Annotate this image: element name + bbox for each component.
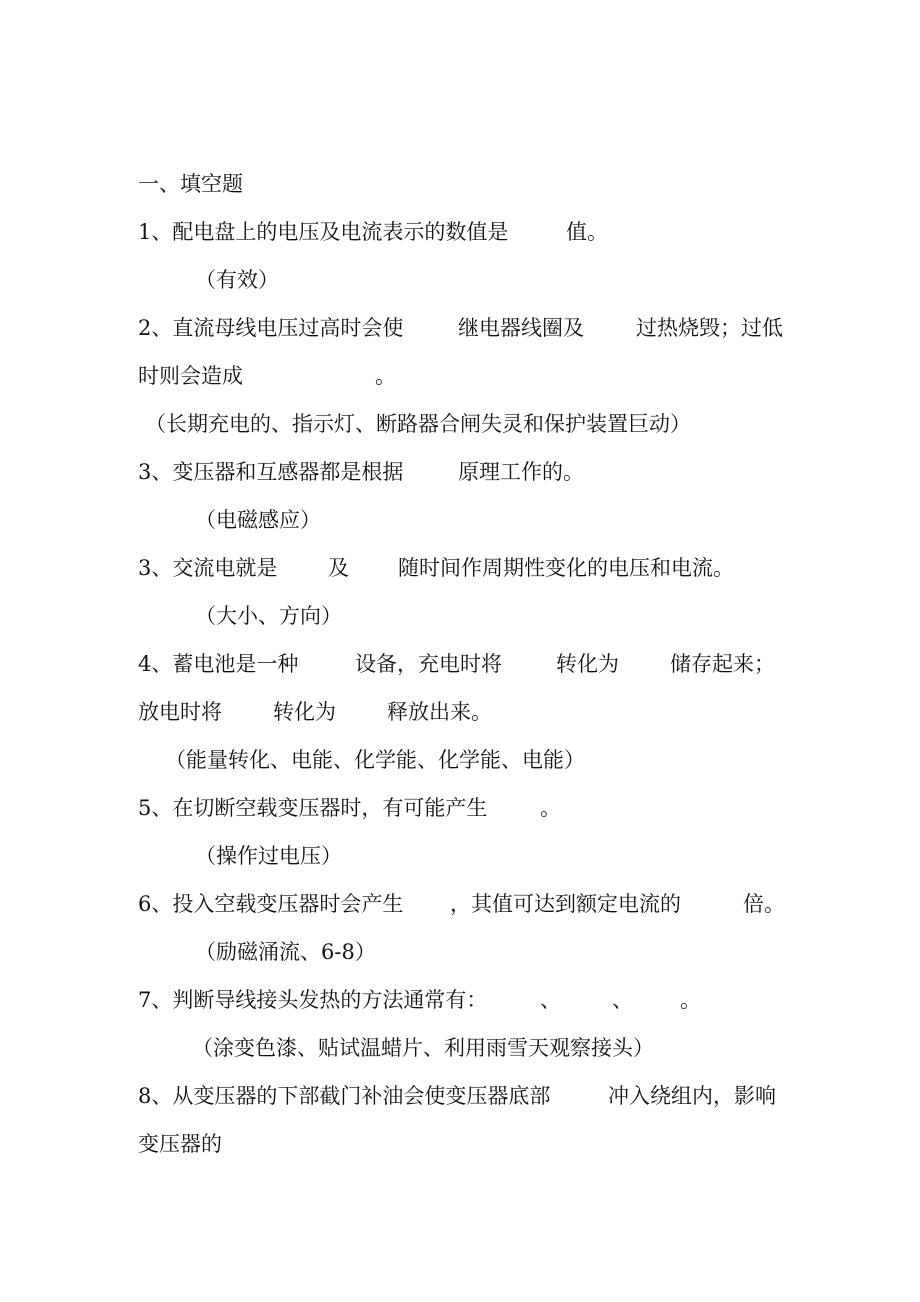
question-text: 6、投入空载变压器时会产生: [138, 892, 404, 916]
question-3a: [0, 452, 584, 492]
answer-3a: （电磁感应）: [195, 508, 321, 532]
answer-5: （操作过电压）: [195, 844, 342, 868]
question-2: [0, 308, 783, 348]
question-text-tail: 值。: [566, 220, 608, 244]
section-title: 一、填空题: [138, 172, 243, 196]
question-8-line-2: 变压器的: [138, 1132, 222, 1156]
question-5: [0, 788, 561, 828]
question-text: 3、交流电就是: [138, 556, 278, 580]
answer-4: （能量转化、电能、化学能、化学能、电能）: [165, 748, 585, 772]
question-text: 2、直流母线电压过高时会使: [138, 316, 404, 340]
question-text-mid: 及: [328, 556, 349, 580]
question-2-line-2: 时则会造成 。: [138, 364, 396, 388]
answer-7: （涂变色漆、贴试温蜡片、利用雨雪天观察接头）: [192, 1036, 654, 1060]
question-text: 3、变压器和互感器都是根据: [138, 460, 404, 484]
question-text-tail: 储存起来；: [670, 652, 775, 676]
question-text-tail: 倍。: [743, 892, 785, 916]
question-1: [0, 212, 608, 252]
answer-6: （励磁涌流、6-8）: [195, 940, 376, 964]
question-4-line-2: 放电时将 转化为 释放出来。: [138, 700, 492, 724]
question-text: 4、蓄电池是一种: [138, 652, 299, 676]
question-7: [0, 980, 701, 1020]
question-text: 5、在切断空载变压器时，有可能产生: [138, 796, 488, 820]
answer-1: （有效）: [195, 268, 279, 292]
question-text-sep-2: 、: [612, 988, 633, 1012]
question-text-sep-1: 、: [540, 988, 561, 1012]
question-6: [0, 884, 785, 924]
question-text-mid-2: 转化为: [556, 652, 619, 676]
question-text-mid: ，其值可达到额定电流的: [450, 892, 681, 916]
question-text-mid-1: 设备，充电时将: [355, 652, 502, 676]
question-text-tail: 。: [680, 988, 701, 1012]
question-4: [0, 644, 775, 684]
question-text-tail: 冲入绕组内，影响: [608, 1084, 776, 1108]
question-text-tail: 随时间作周期性变化的电压和电流。: [398, 556, 734, 580]
question-text-tail: 。: [540, 796, 561, 820]
question-text-tail: 原理工作的。: [458, 460, 584, 484]
question-text: 7、判断导线接头发热的方法通常有：: [138, 988, 488, 1012]
question-text-tail: 过热烧毁；过低: [636, 316, 783, 340]
question-text-mid: 继电器线圈及: [458, 316, 584, 340]
question-8: [0, 1076, 776, 1116]
question-3b: [0, 548, 734, 588]
answer-2: （长期充电的、指示灯、断路器合闸失灵和保护装置巨动）: [145, 412, 691, 436]
question-text: 1、配电盘上的电压及电流表示的数值是: [138, 220, 509, 244]
question-text: 8、从变压器的下部截门补油会使变压器底部: [138, 1084, 551, 1108]
answer-3b: （大小、方向）: [195, 604, 342, 628]
